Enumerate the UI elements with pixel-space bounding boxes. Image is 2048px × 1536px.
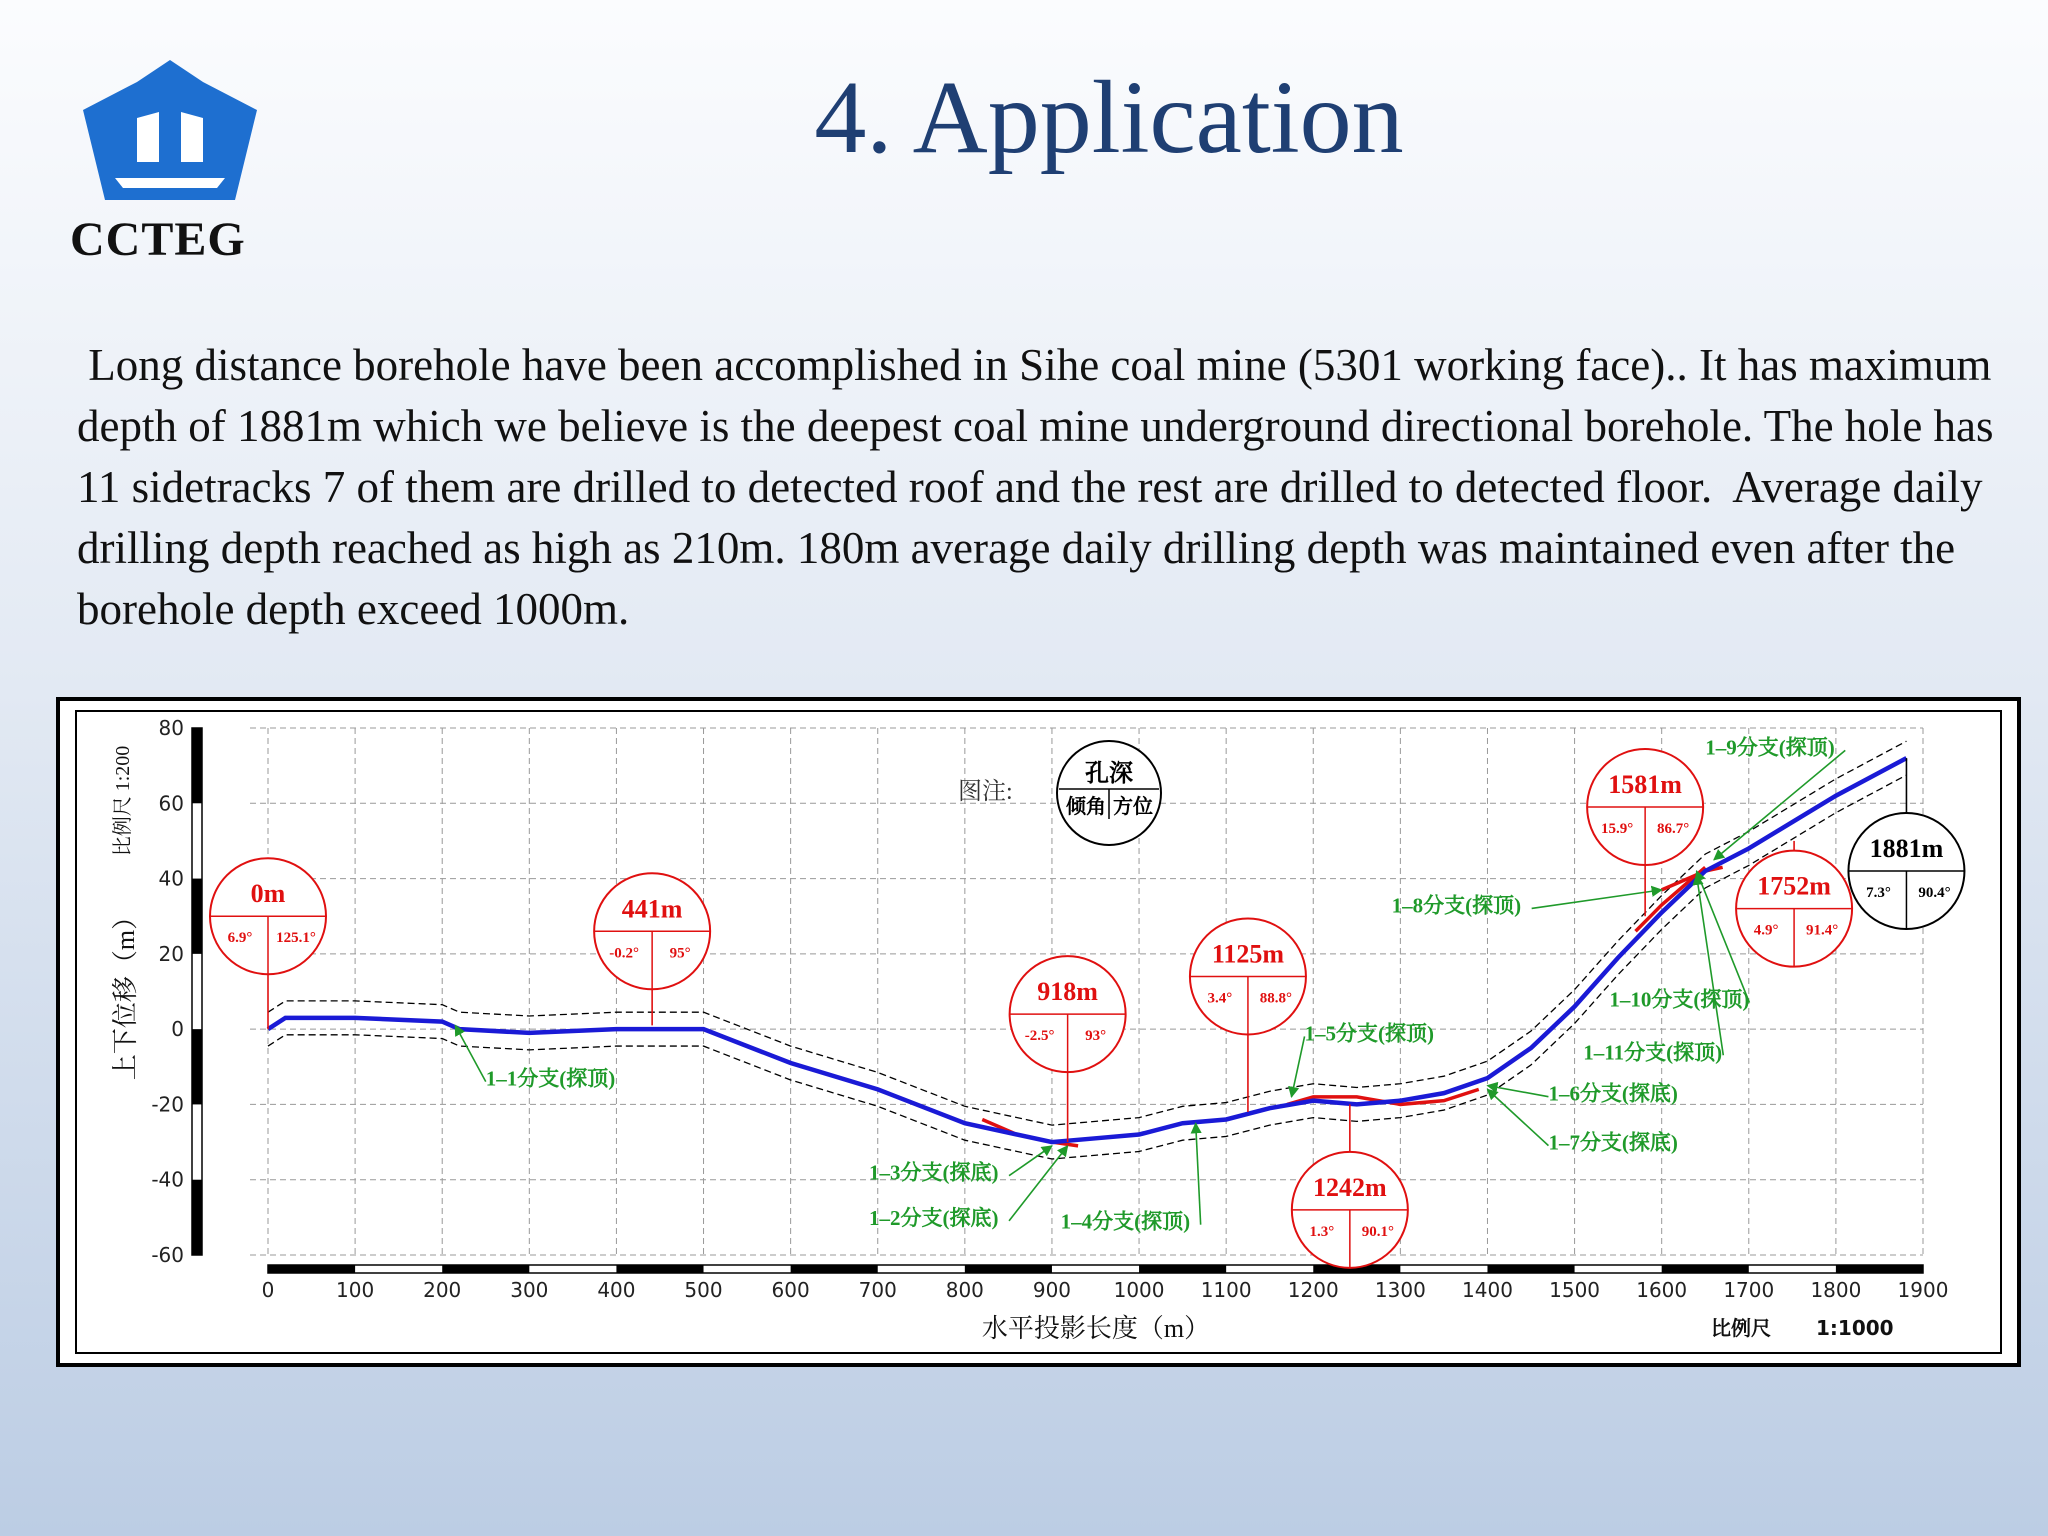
brand-name: CCTEG bbox=[70, 213, 246, 266]
y-tick-label: 40 bbox=[158, 866, 184, 891]
depth-marker-value: 1242m bbox=[1313, 1172, 1387, 1202]
y-axis-label: 上下位移（m） bbox=[111, 903, 140, 1081]
depth-marker-value: 1125m bbox=[1211, 939, 1285, 969]
x-tick-label: 1700 bbox=[1723, 1278, 1775, 1302]
y-scale-segment bbox=[192, 728, 202, 803]
x-scale-segment bbox=[616, 1265, 703, 1273]
y-tick-label: -60 bbox=[151, 1243, 184, 1267]
legend-inclination: 倾角 bbox=[1066, 796, 1106, 818]
branch-label: 1–4分支(探顶) bbox=[1060, 1209, 1191, 1234]
y-tick-label: 0 bbox=[171, 1017, 184, 1042]
branch-label: 1–2分支(探底) bbox=[869, 1205, 999, 1230]
x-tick-label: 700 bbox=[858, 1278, 897, 1302]
x-scale-segment bbox=[965, 1265, 1052, 1273]
depth-marker-azimuth: 86.7° bbox=[1657, 821, 1690, 838]
x-tick-label: 1800 bbox=[1810, 1278, 1862, 1302]
depth-marker-azimuth: 88.8° bbox=[1259, 990, 1293, 1007]
depth-marker-inclination: 1.3° bbox=[1309, 1223, 1335, 1240]
branch-label: 1–6分支(探底) bbox=[1548, 1081, 1678, 1106]
x-scale-segment bbox=[1487, 1265, 1574, 1273]
depth-marker-azimuth: 91.4° bbox=[1805, 922, 1839, 939]
x-tick-label: 1100 bbox=[1200, 1278, 1252, 1302]
y-tick-label: 80 bbox=[158, 716, 184, 740]
branch-label: 1–8分支(探顶) bbox=[1391, 893, 1522, 918]
branch-label: 1–10分支(探顶) bbox=[1609, 987, 1750, 1012]
depth-marker-inclination: 3.4° bbox=[1207, 990, 1233, 1007]
branch-label: 1–5分支(探顶) bbox=[1304, 1021, 1435, 1046]
depth-marker-inclination: 15.9° bbox=[1601, 821, 1634, 838]
y-scale-label: 比例尺 1:200 bbox=[112, 745, 134, 857]
x-tick-label: 0 bbox=[261, 1278, 275, 1302]
x-tick-label: 100 bbox=[336, 1278, 375, 1302]
depth-marker-inclination: 4.9° bbox=[1753, 922, 1779, 939]
x-tick-label: 1400 bbox=[1462, 1278, 1513, 1302]
x-tick-label: 500 bbox=[684, 1278, 723, 1302]
depth-marker-inclination: 6.9° bbox=[227, 930, 253, 947]
x-scale-segment bbox=[1836, 1265, 1923, 1273]
x-scale-segment bbox=[1139, 1265, 1226, 1273]
depth-marker-value: 1881m bbox=[1869, 834, 1944, 864]
depth-marker-value: 0m bbox=[250, 879, 286, 909]
x-scale-segment bbox=[442, 1265, 529, 1273]
y-tick-label: 60 bbox=[158, 791, 184, 816]
x-tick-label: 300 bbox=[510, 1278, 549, 1302]
depth-marker-azimuth: 125.1° bbox=[276, 930, 316, 947]
legend-depth: 孔深 bbox=[1085, 761, 1133, 787]
x-tick-label: 400 bbox=[597, 1278, 636, 1302]
legend-title: 图注: bbox=[958, 779, 1013, 805]
x-tick-label: 900 bbox=[1032, 1278, 1072, 1302]
depth-marker-value: 1752m bbox=[1757, 871, 1831, 901]
branch-label: 1–11分支(探顶) bbox=[1583, 1040, 1723, 1065]
depth-marker-inclination: -0.2° bbox=[609, 945, 640, 962]
depth-marker-value: 918m bbox=[1037, 977, 1098, 1007]
y-tick-label: -40 bbox=[151, 1167, 184, 1192]
x-tick-label: 1900 bbox=[1897, 1278, 1949, 1302]
x-scale-segment bbox=[1662, 1265, 1749, 1273]
y-scale-segment bbox=[192, 1180, 202, 1255]
depth-marker-value: 441m bbox=[621, 894, 683, 924]
x-scale-value: 1:1000 bbox=[1816, 1316, 1894, 1340]
x-tick-label: 600 bbox=[771, 1278, 810, 1302]
x-tick-label: 200 bbox=[423, 1278, 462, 1302]
y-tick-label: -20 bbox=[151, 1092, 184, 1117]
depth-marker-inclination: 7.3° bbox=[1866, 885, 1891, 902]
legend-azimuth: 方位 bbox=[1113, 796, 1153, 818]
x-scale-label: 比例尺 bbox=[1711, 1318, 1771, 1340]
borehole-chart bbox=[56, 697, 2021, 1367]
x-tick-label: 1000 bbox=[1113, 1278, 1165, 1302]
borehole-profile-svg bbox=[56, 697, 2021, 1367]
depth-marker-azimuth: 90.1° bbox=[1361, 1223, 1394, 1240]
slide-title: 4. Application bbox=[814, 60, 1404, 175]
depth-marker-azimuth: 95° bbox=[669, 945, 691, 962]
x-scale-segment bbox=[268, 1265, 355, 1273]
y-scale-bar bbox=[192, 728, 202, 1255]
depth-marker-inclination: -2.5° bbox=[1024, 1028, 1055, 1045]
branch-label: 1–3分支(探底) bbox=[869, 1160, 999, 1185]
branch-label: 1–1分支(探顶) bbox=[485, 1066, 616, 1091]
y-scale-segment bbox=[192, 879, 202, 954]
x-scale-segment bbox=[791, 1265, 878, 1273]
x-tick-label: 1500 bbox=[1549, 1278, 1601, 1302]
depth-marker-value: 1581m bbox=[1608, 770, 1682, 800]
x-tick-label: 800 bbox=[945, 1278, 984, 1302]
x-axis-label: 水平投影长度（m） bbox=[981, 1314, 1211, 1343]
depth-marker-azimuth: 90.4° bbox=[1918, 885, 1951, 902]
y-tick-label: 20 bbox=[158, 941, 184, 966]
y-scale-segment bbox=[192, 1029, 202, 1104]
x-tick-label: 1600 bbox=[1636, 1278, 1688, 1302]
depth-marker-azimuth: 93° bbox=[1085, 1028, 1107, 1045]
x-tick-label: 1300 bbox=[1374, 1278, 1426, 1302]
branch-label: 1–7分支(探底) bbox=[1548, 1130, 1678, 1155]
x-tick-label: 1200 bbox=[1287, 1278, 1339, 1302]
body-paragraph: Long distance borehole have been accomplished in Sihe coal mine (5301 working face).. It has maximum depth of 1881m which we believe is the deepest coal mine underground directional borehole. The hole has 11 sidetracks 7 of them are drilled to detected roof and the rest are drilled to detected floor. Average daily drilling depth reached as high as 210m. 180m average daily drilling depth was maintained even after the borehole depth exceed 1000m. bbox=[77, 340, 2005, 634]
branch-label: 1–9分支(探顶) bbox=[1705, 735, 1835, 760]
